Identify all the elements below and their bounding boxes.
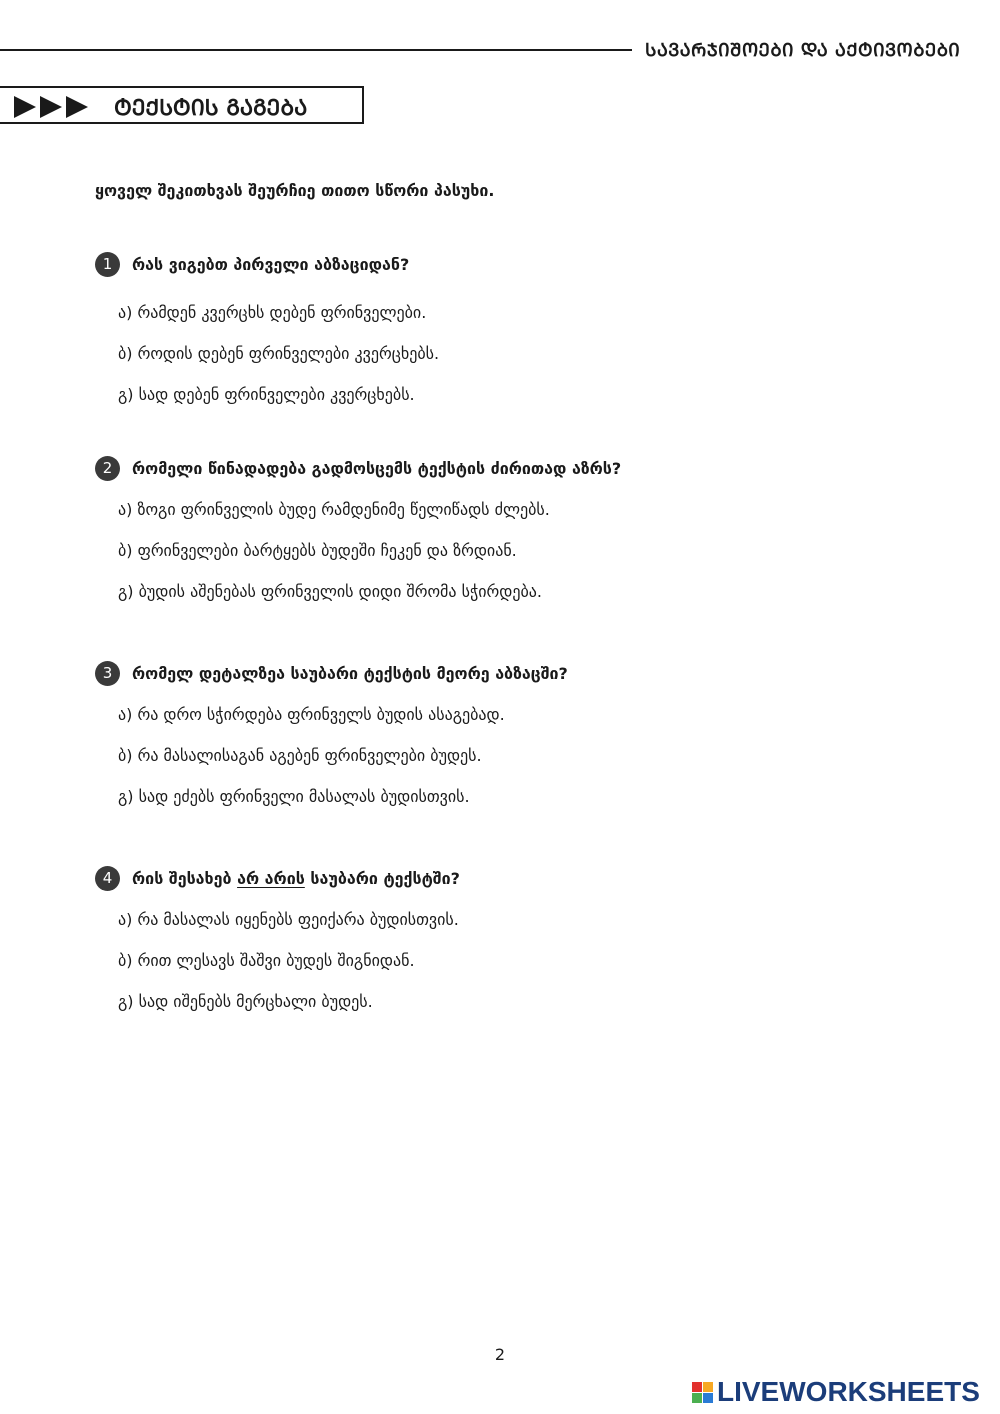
question-text <box>132 869 460 888</box>
answer-option[interactable]: ბ) ფრინველები ბარტყებს ბუდეში ჩეკენ და ზრდიან. <box>118 541 517 560</box>
instruction-text: ყოველ შეკითხვას შეურჩიე თითო სწორი პასუხი. <box>95 181 495 200</box>
answer-option[interactable]: გ) სად ეძებს ფრინველი მასალას ბუდისთვის. <box>118 787 470 806</box>
header-rule <box>0 49 632 51</box>
question-2 <box>95 455 975 612</box>
page-number: 2 <box>494 1345 506 1364</box>
question-number-badge: 4 <box>95 866 120 891</box>
header-title: ᲡᲐᲕᲐᲠᲯᲘᲨᲝᲔᲑᲘ ᲓᲐ ᲐᲥᲢᲘᲕᲝᲑᲔᲑᲘ <box>645 40 961 61</box>
answer-option[interactable]: გ) ბუდის აშენებას ფრინველის დიდი შრომა სჭირდება. <box>118 582 542 601</box>
question-header <box>95 660 975 686</box>
liveworksheets-logo <box>692 1376 980 1408</box>
logo-square <box>692 1393 702 1403</box>
answer-option[interactable]: გ) სად იშენებს მერცხალი ბუდეს. <box>118 992 373 1011</box>
question-text: რომელი წინადადება გადმოსცემს ტექსტის ძირითად აზრს? <box>132 458 622 478</box>
answer-options <box>118 694 975 817</box>
question-header <box>95 865 975 891</box>
question-number-badge: 2 <box>95 456 120 481</box>
answer-option[interactable]: გ) სად დებენ ფრინველები კვერცხებს. <box>118 385 415 404</box>
arrow-right-icon <box>14 96 36 118</box>
question-number-badge: 3 <box>95 661 120 686</box>
arrow-right-icon <box>40 96 62 118</box>
logo-square <box>703 1382 713 1392</box>
triple-arrow-icon <box>14 96 88 118</box>
question-text: რომელ დეტალზეა საუბარი ტექსტის მეორე აბზაცში? <box>132 663 568 683</box>
brand-name: LIVEWORKSHEETS <box>717 1376 980 1407</box>
section-heading-box <box>0 86 364 124</box>
answer-option[interactable]: ბ) რა მასალისაგან აგებენ ფრინველები ბუდეს. <box>118 746 482 765</box>
question-number-badge: 1 <box>95 252 120 277</box>
answer-option[interactable]: ა) რამდენ კვერცხს დებენ ფრინველები. <box>118 303 427 322</box>
question-3 <box>95 660 975 817</box>
question-4 <box>95 865 975 1022</box>
answer-option[interactable]: ბ) როდის დებენ ფრინველები კვერცხებს. <box>118 344 440 363</box>
logo-square <box>703 1393 713 1403</box>
question-1 <box>95 251 975 415</box>
section-title: ᲢᲔᲥᲡᲢᲘᲡ ᲒᲐᲒᲔᲑᲐ <box>114 96 308 121</box>
question-text-emphasis: არ არის <box>237 868 305 888</box>
question-header <box>95 251 975 277</box>
answer-options <box>118 292 975 415</box>
answer-option[interactable]: ბ) რით ლესავს შაშვი ბუდეს შიგნიდან. <box>118 951 415 970</box>
question-header <box>95 455 975 481</box>
logo-grid-icon <box>692 1382 713 1403</box>
answer-options <box>118 899 975 1022</box>
question-text-start: რის შესახებ <box>132 868 238 888</box>
answer-option[interactable]: ა) ზოგი ფრინველის ბუდე რამდენიმე წელიწადს ძლებს. <box>118 500 550 519</box>
logo-square <box>692 1382 702 1392</box>
answer-option[interactable]: ა) რა მასალას იყენებს ფეიქარა ბუდისთვის. <box>118 910 459 929</box>
arrow-right-icon <box>66 96 88 118</box>
answer-options <box>118 489 975 612</box>
question-text: რას ვიგებთ პირველი აბზაციდან? <box>132 254 410 274</box>
answer-option[interactable]: ა) რა დრო სჭირდება ფრინველს ბუდის ასაგებად. <box>118 705 505 724</box>
question-text-end: საუბარი ტექსტში? <box>304 868 460 888</box>
